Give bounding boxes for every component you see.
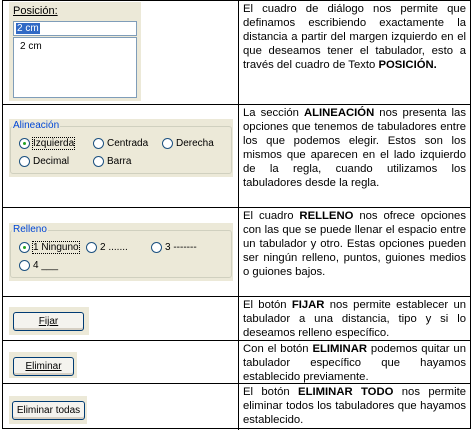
description-text (243, 208, 466, 279)
table-row (3, 297, 470, 341)
radio-label: Izquierda (33, 138, 75, 149)
table-row (3, 208, 470, 297)
radio-button[interactable] (19, 138, 30, 149)
radio-guiones[interactable] (151, 242, 197, 253)
text-segment: El cuadro de diálogo nos permite que definamos escribiendo exactamente la distancia a partir del margen izquierdo en el que deseamos tener el tabulador, esto a través del cuadro de Texto (243, 3, 466, 71)
radio-label: 3 ------- (165, 242, 197, 253)
table-row (3, 1, 470, 105)
radio-button[interactable] (86, 242, 97, 253)
keyword-text: ELIMINAR (312, 343, 368, 355)
radio-centrada[interactable] (93, 138, 148, 149)
widget-cell (3, 208, 238, 296)
widget-cell (3, 1, 238, 104)
description-cell (243, 1, 466, 104)
description-cell (243, 297, 466, 340)
description-text (243, 1, 466, 72)
radio-label: Derecha (176, 138, 214, 149)
description-cell (243, 105, 466, 207)
text-segment: La sección (243, 107, 304, 119)
text-segment: nos permite eliminar todos los tabuladores que hayamos establecido. (243, 386, 467, 426)
table-row (3, 384, 470, 430)
radio-puntos[interactable] (86, 242, 128, 253)
position-widget (9, 2, 141, 101)
widget-cell (3, 341, 238, 383)
text-segment: Con el botón (243, 343, 313, 355)
widget-cell (3, 297, 238, 340)
radio-guiones-bajos[interactable] (19, 260, 58, 271)
description-text (243, 297, 466, 340)
description-cell (243, 384, 466, 430)
widget-cell (3, 384, 238, 430)
eliminar-todas-button[interactable] (12, 401, 85, 420)
column-divider (238, 341, 239, 383)
description-text (243, 105, 466, 190)
radio-barra[interactable] (93, 156, 131, 167)
position-list[interactable] (13, 37, 137, 98)
text-segment: podemos quitar un tabulador específico que hayamos establecido previamente. (243, 343, 466, 383)
column-divider (238, 297, 239, 340)
radio-decimal[interactable] (19, 156, 69, 167)
table-row (3, 105, 470, 208)
text-segment: El botón (243, 386, 299, 398)
column-divider (238, 208, 239, 296)
list-item[interactable]: 2 cm (20, 41, 42, 52)
button-label: Eliminar (25, 361, 62, 372)
radio-button[interactable] (151, 242, 162, 253)
radio-label: Centrada (107, 138, 149, 149)
description-text (243, 384, 466, 427)
text-segment: El botón (243, 299, 292, 311)
explanation-table (2, 0, 471, 429)
keyword-text: RELLENO (299, 210, 354, 222)
radio-derecha[interactable] (162, 138, 214, 149)
table-row (3, 341, 470, 384)
column-divider (238, 384, 239, 430)
alignment-group (9, 119, 233, 177)
description-cell (243, 208, 466, 296)
description-text (243, 341, 466, 384)
button-label: Eliminar todas (16, 405, 81, 416)
keyword-text: ALINEACIÓN (303, 107, 375, 119)
radio-button[interactable] (93, 156, 104, 167)
description-cell (243, 341, 466, 383)
keyword-text: ELIMINAR TODO (298, 386, 394, 398)
radio-button[interactable] (19, 156, 30, 167)
radio-izquierda[interactable] (19, 138, 74, 149)
position-label (13, 5, 58, 17)
radio-label: 4 ___ (33, 260, 59, 271)
eliminar-button[interactable] (13, 357, 74, 376)
button-label: Fijar (38, 316, 59, 327)
radio-label: 2 ....... (100, 242, 128, 253)
group-title: Alineación (13, 120, 60, 131)
column-divider (238, 105, 239, 207)
keyword-text: FIJAR (291, 299, 325, 311)
group-title: Relleno (13, 224, 47, 235)
radio-ninguno[interactable] (19, 242, 79, 253)
fill-group (9, 223, 233, 281)
text-segment: nos permite establecer un tabulador a una distancia, tipo y si lo deseamos relleno específico. (243, 299, 467, 339)
radio-label: Decimal (33, 156, 70, 167)
radio-label: 1 Ninguno (33, 242, 79, 253)
fijar-button[interactable] (13, 312, 84, 331)
position-input-value: 2 cm (17, 23, 39, 34)
text-segment: nos presenta las opciones que tenemos de tabuladores entre los que podemos elegir. Estos son los mismos que aparecen en el lado izquierdo de la regla, cuando utilizamos los tabuladores desde la regla. (243, 107, 466, 189)
radio-button[interactable] (19, 242, 30, 253)
column-divider (238, 1, 239, 104)
widget-cell (3, 105, 238, 207)
position-input[interactable] (13, 21, 137, 36)
keyword-text: POSICIÓN. (378, 59, 437, 71)
radio-button[interactable] (19, 260, 30, 271)
text-segment: nos ofrece opciones con las que se puede llenar el espacio entre un tabulador y otro. Estas opciones pueden ser ningún relleno, puntos, guiones medios o guiones bajos. (243, 210, 466, 278)
radio-label: Barra (107, 156, 132, 167)
position-label-text: Posición: (13, 5, 58, 17)
radio-button[interactable] (162, 138, 173, 149)
radio-button[interactable] (93, 138, 104, 149)
text-segment: El cuadro (243, 210, 300, 222)
